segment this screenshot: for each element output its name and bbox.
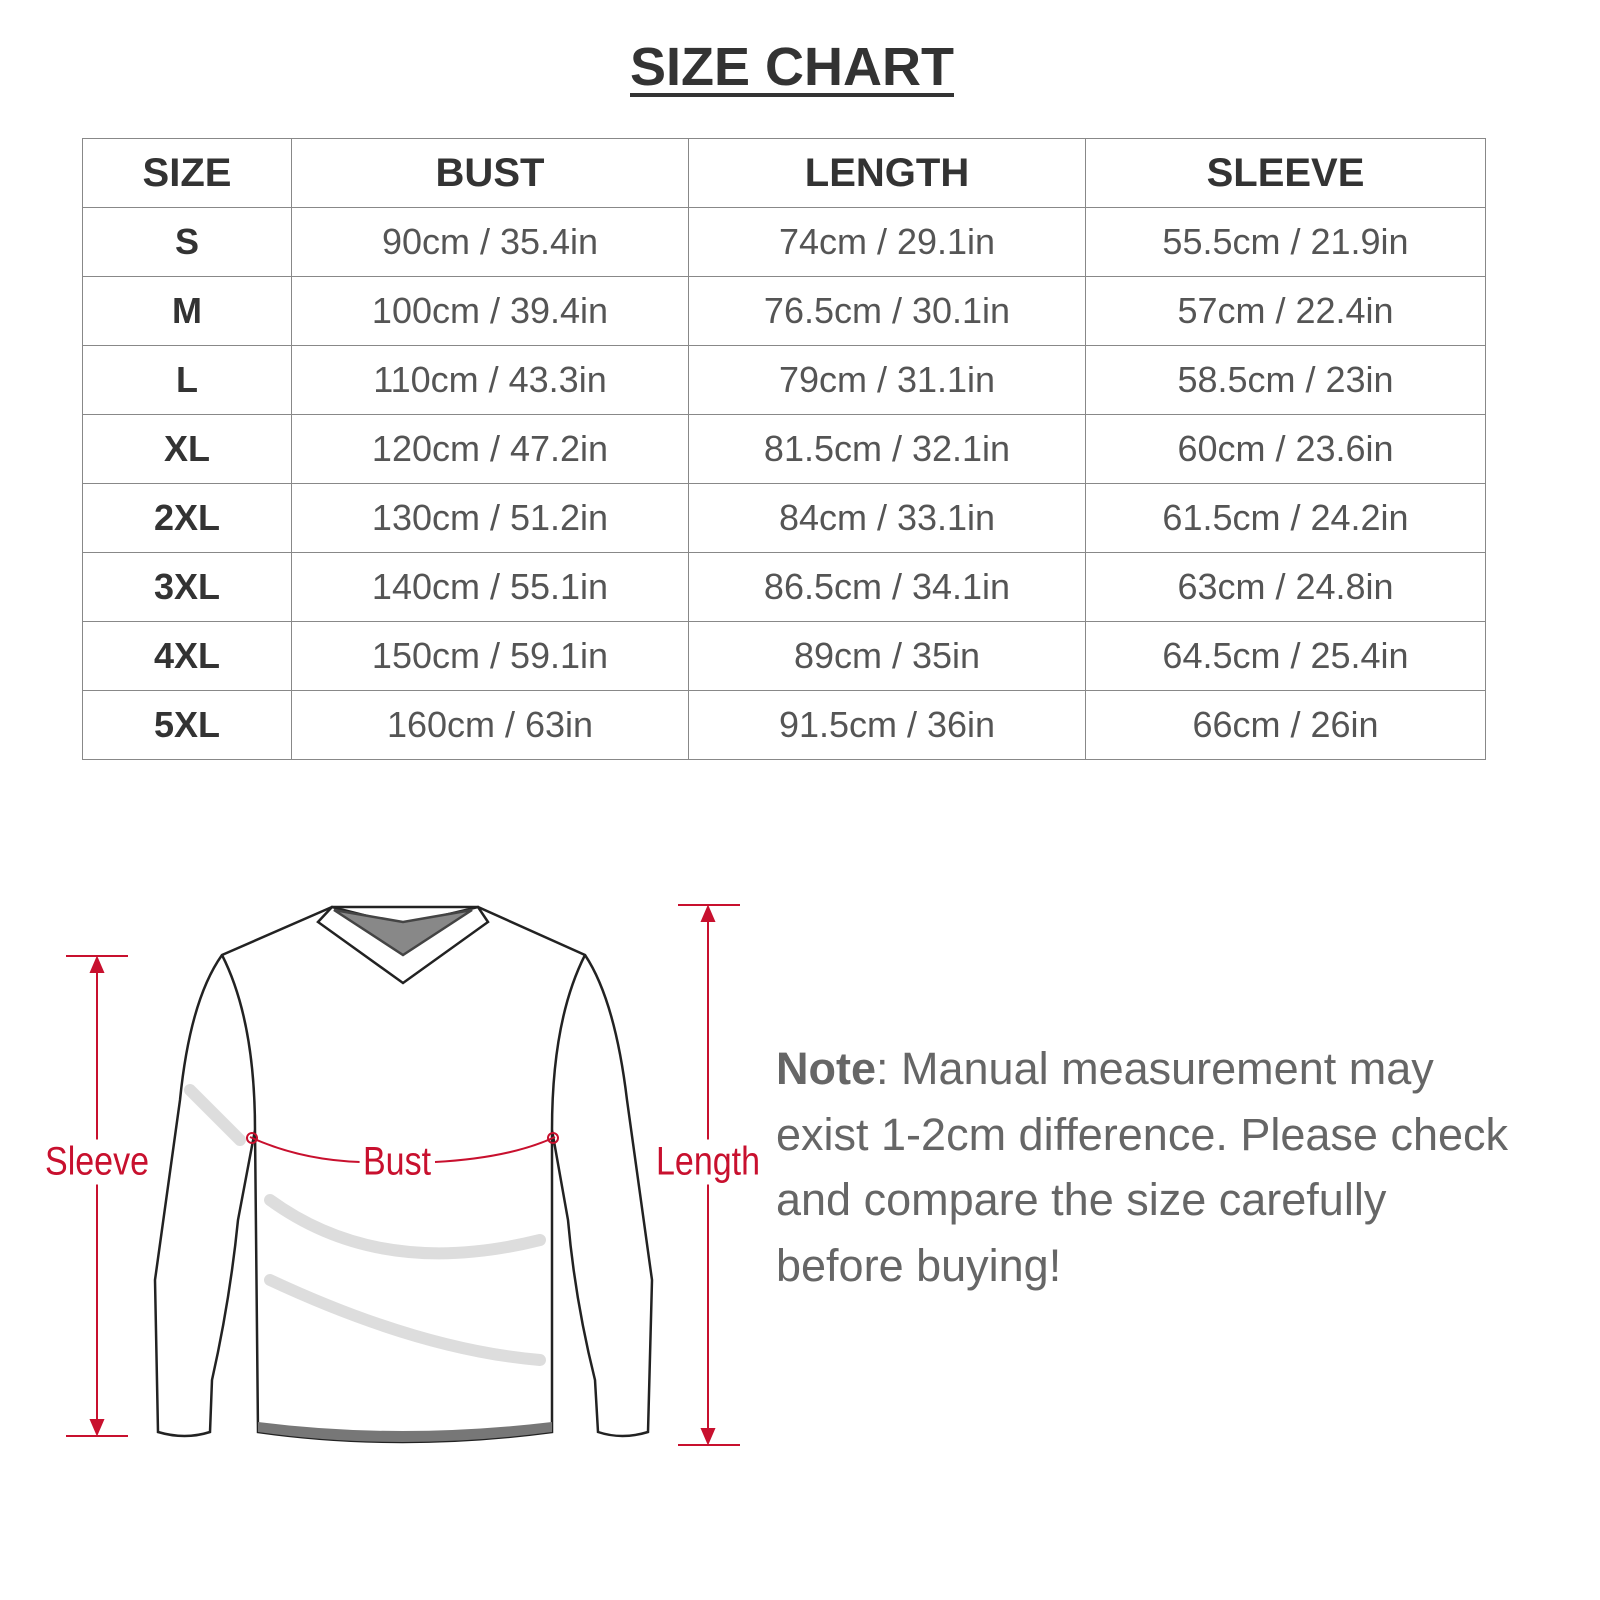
header-bust: BUST — [292, 139, 689, 208]
size-cell: S — [83, 208, 292, 277]
sleeve-cell: 55.5cm / 21.9in — [1086, 208, 1486, 277]
bust-cell: 100cm / 39.4in — [292, 277, 689, 346]
sleeve-cell: 58.5cm / 23in — [1086, 346, 1486, 415]
bust-cell: 90cm / 35.4in — [292, 208, 689, 277]
length-label: Length — [653, 1140, 764, 1185]
bust-label: Bust — [360, 1140, 435, 1185]
length-cell: 79cm / 31.1in — [689, 346, 1086, 415]
size-cell: 4XL — [83, 622, 292, 691]
length-cell: 76.5cm / 30.1in — [689, 277, 1086, 346]
size-cell: 2XL — [83, 484, 292, 553]
size-cell: 3XL — [83, 553, 292, 622]
length-cell: 89cm / 35in — [689, 622, 1086, 691]
bust-cell: 160cm / 63in — [292, 691, 689, 760]
size-cell: XL — [83, 415, 292, 484]
header-size: SIZE — [83, 139, 292, 208]
sleeve-cell: 60cm / 23.6in — [1086, 415, 1486, 484]
title-text: SIZE CHART — [630, 37, 954, 97]
bust-cell: 120cm / 47.2in — [292, 415, 689, 484]
length-cell: 91.5cm / 36in — [689, 691, 1086, 760]
size-cell: 5XL — [83, 691, 292, 760]
note-body: : Manual measurement may exist 1-2cm difference. Please check and compare the size carefully before buying! — [776, 1043, 1509, 1291]
sleeve-cell: 63cm / 24.8in — [1086, 553, 1486, 622]
bust-cell: 140cm / 55.1in — [292, 553, 689, 622]
length-cell: 74cm / 29.1in — [689, 208, 1086, 277]
bust-cell: 150cm / 59.1in — [292, 622, 689, 691]
note-label: Note — [776, 1043, 876, 1094]
bust-cell: 110cm / 43.3in — [292, 346, 689, 415]
header-length: LENGTH — [689, 139, 1086, 208]
size-cell: L — [83, 346, 292, 415]
bust-cell: 130cm / 51.2in — [292, 484, 689, 553]
sleeve-cell: 61.5cm / 24.2in — [1086, 484, 1486, 553]
header-sleeve: SLEEVE — [1086, 139, 1486, 208]
length-cell: 81.5cm / 32.1in — [689, 415, 1086, 484]
sleeve-cell: 64.5cm / 25.4in — [1086, 622, 1486, 691]
length-cell: 86.5cm / 34.1in — [689, 553, 1086, 622]
size-cell: M — [83, 277, 292, 346]
length-cell: 84cm / 33.1in — [689, 484, 1086, 553]
sleeve-cell: 66cm / 26in — [1086, 691, 1486, 760]
note-text — [776, 1036, 1516, 1298]
sleeve-cell: 57cm / 22.4in — [1086, 277, 1486, 346]
sleeve-label: Sleeve — [42, 1140, 153, 1185]
